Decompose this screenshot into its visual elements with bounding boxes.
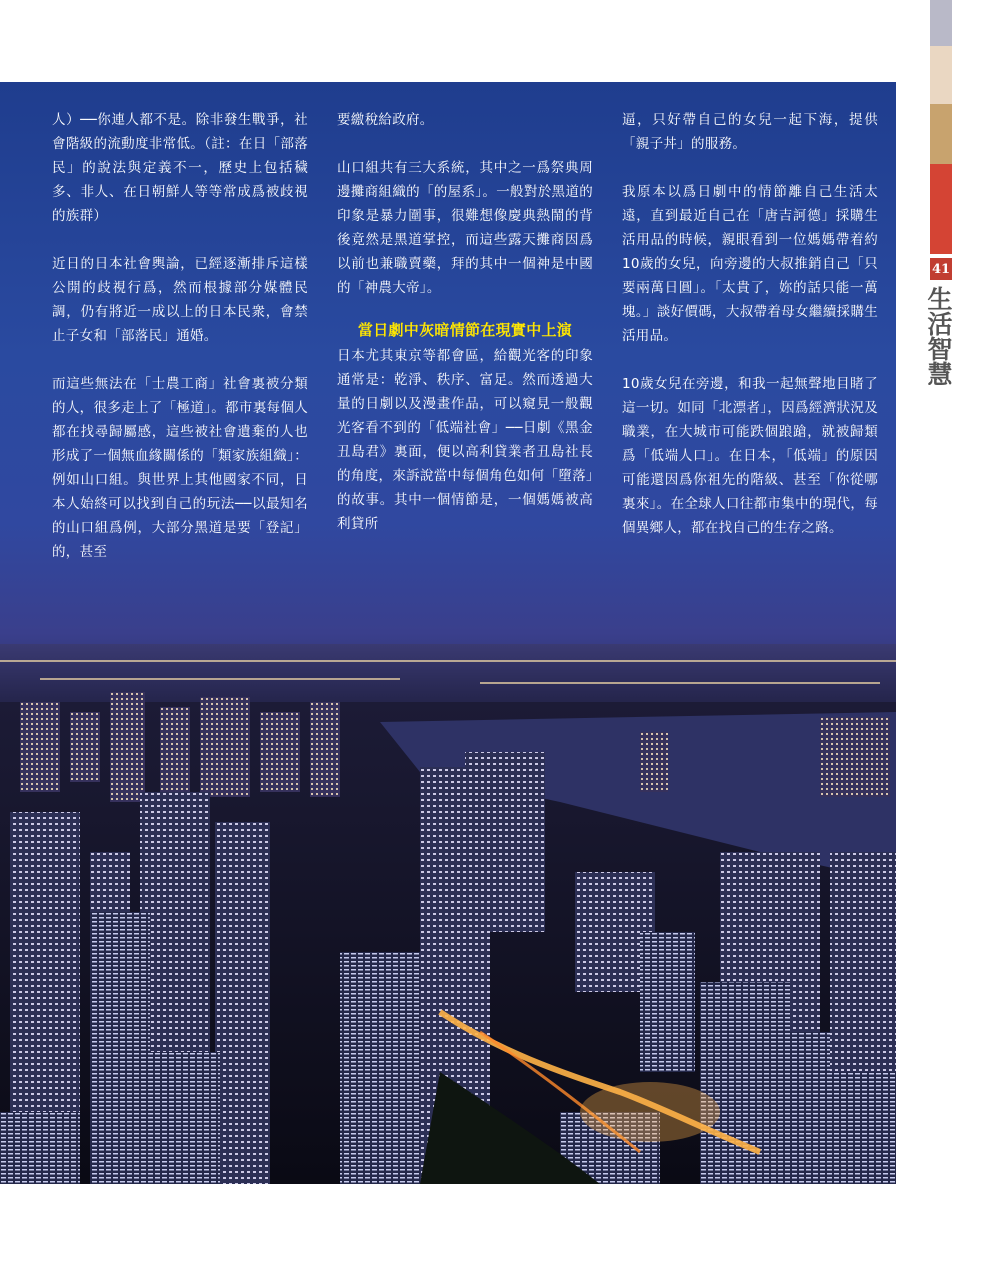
paragraph: 要繳稅給政府。 [337, 112, 434, 128]
paragraph: 逼，只好帶自己的女兒一起下海，提供「親子丼」的服務。 [622, 112, 878, 152]
color-tab-gold [930, 104, 952, 164]
paragraph: 日本尤其東京等都會區，給觀光客的印象通常是：乾淨、秩序、富足。然而透過大量的日劇以及漫畫作品，可以窺見一般觀光客看不到的「低端社會」──日劇《黑金丑島君》裏面，便以高利貸業者丑島社長的角度，來訴說當中每個角色如何「墮落」的故事。其中一個情節是，一個媽媽被高利貸所 [337, 348, 593, 532]
article-panel [0, 82, 896, 1184]
color-tab-grey [930, 0, 952, 46]
page-number: 41 [930, 258, 952, 280]
column-1 [52, 108, 308, 588]
color-tab-red [930, 164, 952, 254]
paragraph: 近日的日本社會輿論，已經逐漸排斥這樣公開的歧視行爲，然而根據部分媒體民調，仍有將近一成以上的日本民衆，會禁止子女和「部落民」通婚。 [52, 256, 308, 344]
tokyo-night-skyline-photo [0, 552, 896, 1184]
paragraph: 而這些無法在「士農工商」社會裏被分類的人，很多走上了「極道」。都市裏每個人都在找尋歸屬感，這些被社會遺棄的人也形成了一個無血緣關係的「類家族組織」：例如山口組。與世界上其他國家不同，日本人始終可以找到自己的玩法──以最知名的山口組爲例，大部分黑道是要「登記」的，甚至 [52, 376, 308, 560]
paragraph: 10歲女兒在旁邊，和我一起無聲地目睹了這一切。如同「北漂者」，因爲經濟狀況及職業，在大城市可能跌個踉蹌，就被歸類爲「低端人口」。在日本，「低端」的原因可能還因爲你祖先的階級、甚至「你從哪裏來」。在全球人口往都市集中的現代，每個異鄉人，都在找自己的生存之路。 [622, 376, 878, 536]
paragraph: 山口組共有三大系統，其中之一爲祭典周邊攤商組織的「的屋系」。一般對於黑道的印象是暴力圍事，很難想像慶典熱鬧的背後竟然是黑道掌控，而這些露天攤商因爲以前也兼職賣藥，拜的其中一個神是中國的「神農大帝」。 [337, 160, 593, 296]
color-tab-beige [930, 46, 952, 104]
column-3 [622, 108, 878, 564]
subheading: 當日劇中灰暗情節在現實中上演 [357, 321, 573, 339]
column-2 [337, 108, 593, 560]
section-title: 生活智慧 [924, 286, 953, 386]
paragraph: 人）──你連人都不是。除非發生戰爭，社會階級的流動度非常低。（註：在日「部落民」的說法與定義不一，歷史上包括穢多、非人、在日朝鮮人等等常成爲被歧視的族群） [52, 112, 308, 224]
paragraph: 我原本以爲日劇中的情節離自己生活太遠，直到最近自己在「唐吉訶德」採購生活用品的時候，親眼看到一位媽媽帶着約10歲的女兒，向旁邊的大叔推銷自己「只要兩萬日圓」。「太貴了，妳的話只能一萬塊。」談好價碼，大叔帶着母女繼續採購生活用品。 [622, 184, 878, 344]
